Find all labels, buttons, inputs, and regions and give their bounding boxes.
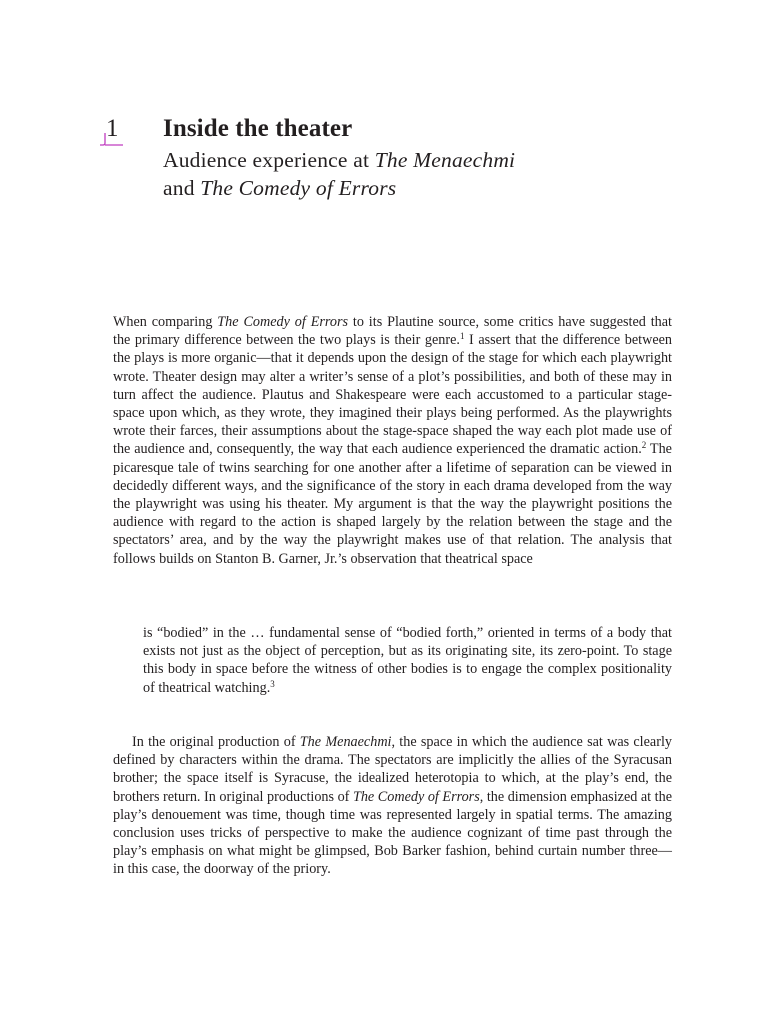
chapter-title: Inside the theater	[163, 115, 353, 142]
chapter-heading	[0, 112, 768, 212]
footnote-ref-3[interactable]: 3	[270, 678, 275, 689]
paragraph-1	[113, 313, 672, 568]
chapter-marker-icon	[99, 132, 125, 146]
p2-sentence-1-mid: , the space in which the audience sat was clearly defined by characters within the drama. The spectators are implicitly the allies of the Syracusan brother; the space itself is Syracuse, the idealized heterotopia to which, at the play’s end, the brothers return. In original productions of	[113, 734, 672, 805]
chapter-subtitle	[163, 146, 515, 202]
p2-sentence-1-pre: In the original production of	[132, 734, 300, 750]
chapter-number: 1	[106, 115, 119, 142]
p1-sentence-2: I assert that the difference between the plays is more organic—that it depends upon the design of the stage for which each playwright wrote. Theater design may alter a writer’s sense of a plot’s possibilities, and both of these may in turn affect the audience. Plautus and Shakespeare were each accustomed to a particular stage-space upon which, as they wrote, they imagined their plays being performed. As the playwrights wrote their farces, their assumptions about the stage-space shaped the way each plot made use of the audience and, consequently, the way that each audience experienced the dramatic action.	[113, 332, 673, 458]
p2-play-title-1: The Menaechmi	[299, 734, 392, 750]
p1-sentence-3: The picaresque tale of twins searching for one another after a lifetime of separation can be viewed in decidedly different ways, and the significance of the story in each drama developed from the way the playwright was using his theater. My argument is that the way the playwright positions the audience with regard to the action is shaped largely by the relation between the stage and the spectators’ area, and by the way the playwright makes use of that relation. The analysis that follows builds on Stanton B. Garner, Jr.’s observation that theatrical space	[113, 441, 672, 567]
p1-sentence-1-pre: When comparing	[113, 314, 218, 330]
p1-play-title: The Comedy of Errors	[217, 314, 349, 330]
footnote-ref-1[interactable]: 1	[459, 331, 465, 342]
chapter-subtitle-line-1	[163, 146, 515, 174]
subtitle-play-title-2: The Comedy of Errors	[200, 176, 397, 200]
subtitle-prefix-1: Audience experience at	[163, 148, 375, 172]
subtitle-prefix-2: and	[163, 176, 201, 200]
chapter-subtitle-line-2	[163, 174, 515, 202]
p2-sentence-2-post: , the dimension emphasized at the play’s denouement was time, though time was represented largely in spatial terms. The amazing conclusion uses tricks of perspective to make the audience cognizant of time past through the play’s emphasis on what might be glimpsed, Bob Barker fashion, behind curtain number three—in this case, the doorway of the priory.	[113, 788, 672, 878]
block-quote-text: is “bodied” in the … fundamental sense of “bodied forth,” oriented in terms of a body that exists not just as the object of perception, but as its originating site, its zero-point. To stage this body in space before the witness of other bodies is to engage the complex positionality of theatrical watching.	[143, 625, 672, 696]
footnote-ref-2[interactable]: 2	[641, 440, 647, 451]
block-quote	[143, 624, 672, 697]
p2-play-title-2: The Comedy of Errors	[352, 788, 480, 805]
paragraph-2	[113, 733, 672, 879]
p1-sentence-1-post: to its Plautine source, some critics have suggested that the primary difference between the two plays is their genre.	[113, 314, 672, 349]
subtitle-play-title-1: The Menaechmi	[374, 148, 516, 172]
